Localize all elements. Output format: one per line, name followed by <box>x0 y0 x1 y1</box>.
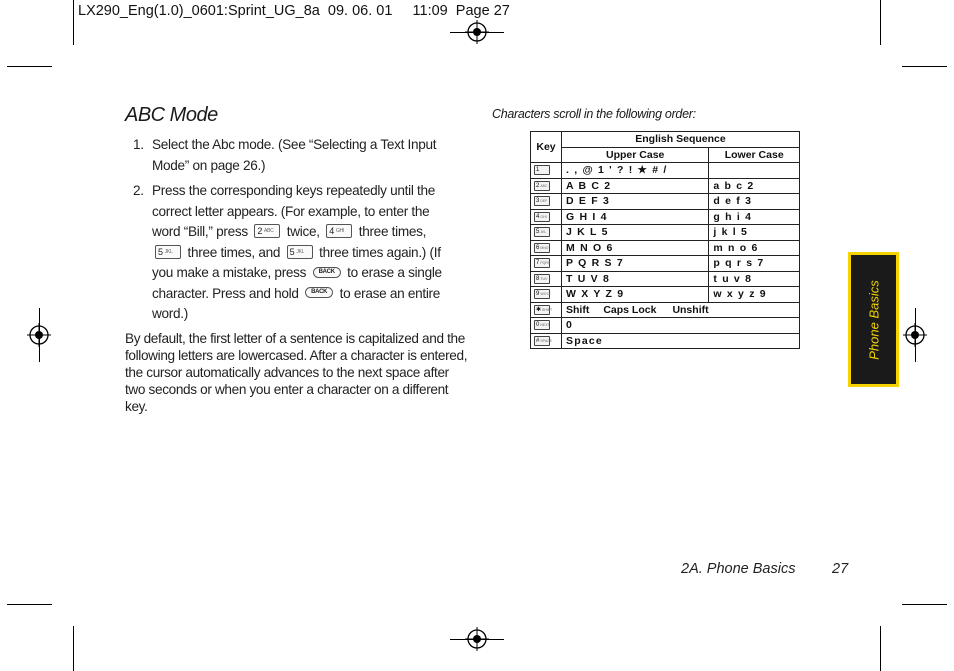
step-text-part: three times again.) (If you make a mistake, press <box>152 244 441 280</box>
table-row <box>531 194 800 210</box>
lower-case-cell: t u v 8 <box>709 271 800 287</box>
key-label: 3 <box>536 198 540 205</box>
lower-case-cell: w x y z 9 <box>709 287 800 303</box>
crop-mark <box>73 0 74 45</box>
lower-case-cell: g h i 4 <box>709 209 800 225</box>
key-sublabel: GHI <box>540 214 547 219</box>
table-row <box>531 302 800 318</box>
table-row <box>531 271 800 287</box>
keypad-key-icon <box>534 227 550 237</box>
key-label: 9 <box>536 291 540 298</box>
key-sublabel: MNO <box>540 245 549 250</box>
keypad-key-icon <box>534 305 553 315</box>
key-cell <box>531 240 562 256</box>
character-sequence-table <box>530 131 800 349</box>
upper-case-cell: A B C 2 <box>562 178 709 194</box>
key-label: 5 <box>158 246 163 257</box>
crop-mark <box>7 604 52 605</box>
upper-case-cell: G H I 4 <box>562 209 709 225</box>
section-title: ABC Mode <box>125 104 218 126</box>
upper-case-header: Upper Case <box>562 147 709 163</box>
keypad-key-icon <box>534 181 550 191</box>
key-sublabel: TUV <box>540 276 548 281</box>
step-number: 2. <box>133 183 144 198</box>
key-sublabel: JKL <box>296 248 305 255</box>
crop-mark <box>7 66 52 67</box>
unshift-label: Unshift <box>672 303 709 316</box>
table-caption: Characters scroll in the following order: <box>492 107 696 121</box>
key-label: ✱ <box>536 306 542 313</box>
step-2 <box>125 181 460 325</box>
shift-label: Shift <box>566 303 590 316</box>
key-label: 1 <box>536 167 540 174</box>
key-label: 4 <box>329 226 334 237</box>
key-cell <box>531 256 562 272</box>
key-label: 0 <box>536 322 540 329</box>
page-number: 27 <box>832 561 849 577</box>
key-5-icon <box>287 245 313 259</box>
keypad-key-icon <box>534 243 550 253</box>
upper-case-cell: J K L 5 <box>562 225 709 241</box>
registration-target-icon <box>465 20 489 44</box>
key-sublabel: JKL <box>540 230 547 235</box>
table-row <box>531 287 800 303</box>
key-cell <box>531 271 562 287</box>
keypad-key-icon <box>534 212 550 222</box>
print-header: LX290_Eng(1.0)_0601:Sprint_UG_8a 09. 06. 01 11:09 Page 27 <box>78 3 510 19</box>
crop-mark <box>73 626 74 671</box>
table-row <box>531 163 800 179</box>
keypad-key-icon <box>534 274 550 284</box>
crop-mark <box>902 66 947 67</box>
upper-case-cell: D E F 3 <box>562 194 709 210</box>
lower-case-cell: m n o 6 <box>709 240 800 256</box>
keypad-key-icon <box>534 336 550 346</box>
key-sublabel: DEF <box>540 199 548 204</box>
key-cell <box>531 225 562 241</box>
step-1 <box>125 135 460 176</box>
table-row <box>531 178 800 194</box>
upper-case-cell: . , @ 1 ' ? ! ★ # / <box>562 163 709 179</box>
caps-lock-label: Caps Lock <box>603 303 657 316</box>
lower-case-cell: p q r s 7 <box>709 256 800 272</box>
sequence-cell: 0 <box>562 318 800 334</box>
key-sublabel: SPACE <box>540 338 552 343</box>
upper-case-cell: W X Y Z 9 <box>562 287 709 303</box>
body-paragraph: By default, the first letter of a sentence is capitalized and the following letters are lowercased. After a character is entered, the cursor automatically advances to the next space after two seconds or when you enter a character on a different key. <box>125 331 468 414</box>
back-key-icon: BACK <box>313 267 341 278</box>
upper-case-cell: P Q R S 7 <box>562 256 709 272</box>
key-label: 5 <box>536 229 540 236</box>
key-cell <box>531 287 562 303</box>
crop-mark <box>880 0 881 45</box>
key-cell <box>531 163 562 179</box>
crop-mark <box>880 626 881 671</box>
key-sublabel: WXYZ <box>540 292 551 297</box>
key-label: 4 <box>536 213 540 220</box>
key-sublabel: GHI <box>335 228 344 235</box>
step-text-part: to erase an entire word.) <box>152 285 441 321</box>
key-column-header: Key <box>531 132 562 163</box>
step-text-part: Press the corresponding keys repeatedly until the correct letter appears. (For example, to enter the word “Bill,” press <box>152 183 436 239</box>
step-text: Select the Abc mode. (See “Selecting a Text Input Mode” on page 26.) <box>152 137 437 173</box>
key-label: 7 <box>536 260 540 267</box>
key-sublabel: ABC <box>264 228 274 235</box>
step-text-part: twice, <box>286 224 320 239</box>
keypad-key-icon <box>534 165 550 175</box>
key-sublabel: SHIFT <box>542 307 553 312</box>
step-text-part: three times, <box>358 224 427 239</box>
table-row <box>531 318 800 334</box>
upper-case-cell: T U V 8 <box>562 271 709 287</box>
lower-case-cell: a b c 2 <box>709 178 800 194</box>
key-cell <box>531 194 562 210</box>
keypad-key-icon <box>534 258 550 268</box>
key-label: # <box>536 337 540 344</box>
key-cell <box>531 209 562 225</box>
chapter-tab <box>848 252 899 387</box>
step-number: 1. <box>133 137 144 152</box>
step-text-part: three times, and <box>187 244 281 260</box>
key-label: 2 <box>257 226 263 237</box>
lower-case-cell <box>709 163 800 179</box>
key-sublabel: PQRS <box>540 261 551 266</box>
key-cell <box>531 333 562 349</box>
table-header-row <box>531 132 800 148</box>
lower-case-cell: j k l 5 <box>709 225 800 241</box>
step-text <box>152 181 460 325</box>
lower-case-cell: d e f 3 <box>709 194 800 210</box>
keypad-key-icon <box>534 196 550 206</box>
shift-cell <box>562 302 800 318</box>
table-row <box>531 256 800 272</box>
key-cell <box>531 302 562 318</box>
chapter-tab-label: Phone Basics <box>866 279 881 360</box>
table-row <box>531 225 800 241</box>
key-label: 5 <box>289 246 295 257</box>
key-sublabel: ABC <box>540 183 548 188</box>
key-5-icon <box>155 245 181 259</box>
key-sublabel: JKL <box>164 248 173 255</box>
table-row <box>531 240 800 256</box>
footer-section: 2A. Phone Basics <box>681 561 796 577</box>
step-text-part: to erase a single character. Press and hold <box>152 265 442 301</box>
key-2-icon <box>254 224 280 238</box>
keypad-key-icon <box>534 289 550 299</box>
lower-case-header: Lower Case <box>709 147 800 163</box>
sequence-cell: Space <box>562 333 800 349</box>
key-4-icon <box>326 224 352 238</box>
key-cell <box>531 178 562 194</box>
crop-mark <box>902 604 947 605</box>
upper-case-cell: M N O 6 <box>562 240 709 256</box>
key-label: 6 <box>536 244 540 251</box>
registration-target-icon <box>27 323 51 347</box>
table-row <box>531 209 800 225</box>
registration-target-icon <box>465 627 489 651</box>
keypad-key-icon <box>534 320 550 330</box>
key-cell <box>531 318 562 334</box>
key-label: 8 <box>536 275 540 282</box>
key-sublabel: NEXT <box>540 323 550 328</box>
registration-target-icon <box>903 323 927 347</box>
key-label: 2 <box>536 182 540 189</box>
sequence-header: English Sequence <box>562 132 800 148</box>
back-key-icon: BACK <box>305 287 333 298</box>
table-subheader-row <box>531 147 800 163</box>
table-row <box>531 333 800 349</box>
